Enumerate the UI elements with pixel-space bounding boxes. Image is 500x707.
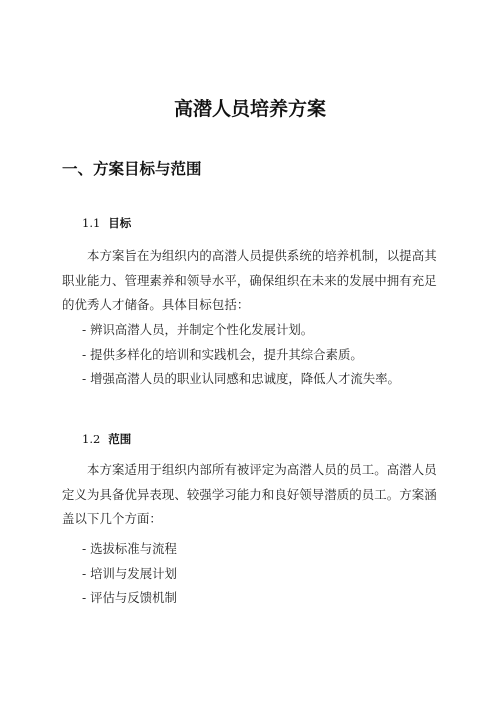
goal-bullet-list (82, 318, 400, 392)
subsection-heading-scope (82, 430, 131, 448)
list-item: - 评估与反馈机制 (82, 590, 177, 605)
scope-bullet-list (82, 537, 177, 611)
subsection-title: 范围 (108, 432, 132, 446)
subsection-number: 1.2 (82, 432, 101, 446)
section-heading: 一、方案目标与范围 (62, 160, 202, 178)
list-item: - 增强高潜人员的职业认同感和忠诚度，降低人才流失率。 (82, 371, 400, 386)
subsection-heading-goal (82, 214, 131, 232)
list-item: - 培训与发展计划 (82, 565, 177, 581)
goal-paragraph: 本方案旨在为组织内的高潜人员提供系统的培养机制，以提高其职业能力、管理素养和领导水平，确保组织在未来的发展中拥有充足的优秀人才储备。具体目标包括： (62, 248, 437, 312)
scope-paragraph: 本方案适用于组织内部所有被评定为高潜人员的员工。高潜人员定义为具备优异表现、较强学习能力和良好领导潜质的员工。方案涵盖以下几个方面： (62, 462, 437, 526)
document-title: 高潜人员培养方案 (173, 98, 326, 120)
subsection-number: 1.1 (82, 216, 101, 230)
subsection-title: 目标 (108, 216, 132, 230)
list-item: - 提供多样化的培训和实践机会，提升其综合素质。 (82, 346, 363, 362)
list-item: - 选拔标准与流程 (82, 541, 177, 556)
list-item: - 辨识高潜人员，并制定个性化发展计划。 (82, 322, 314, 337)
